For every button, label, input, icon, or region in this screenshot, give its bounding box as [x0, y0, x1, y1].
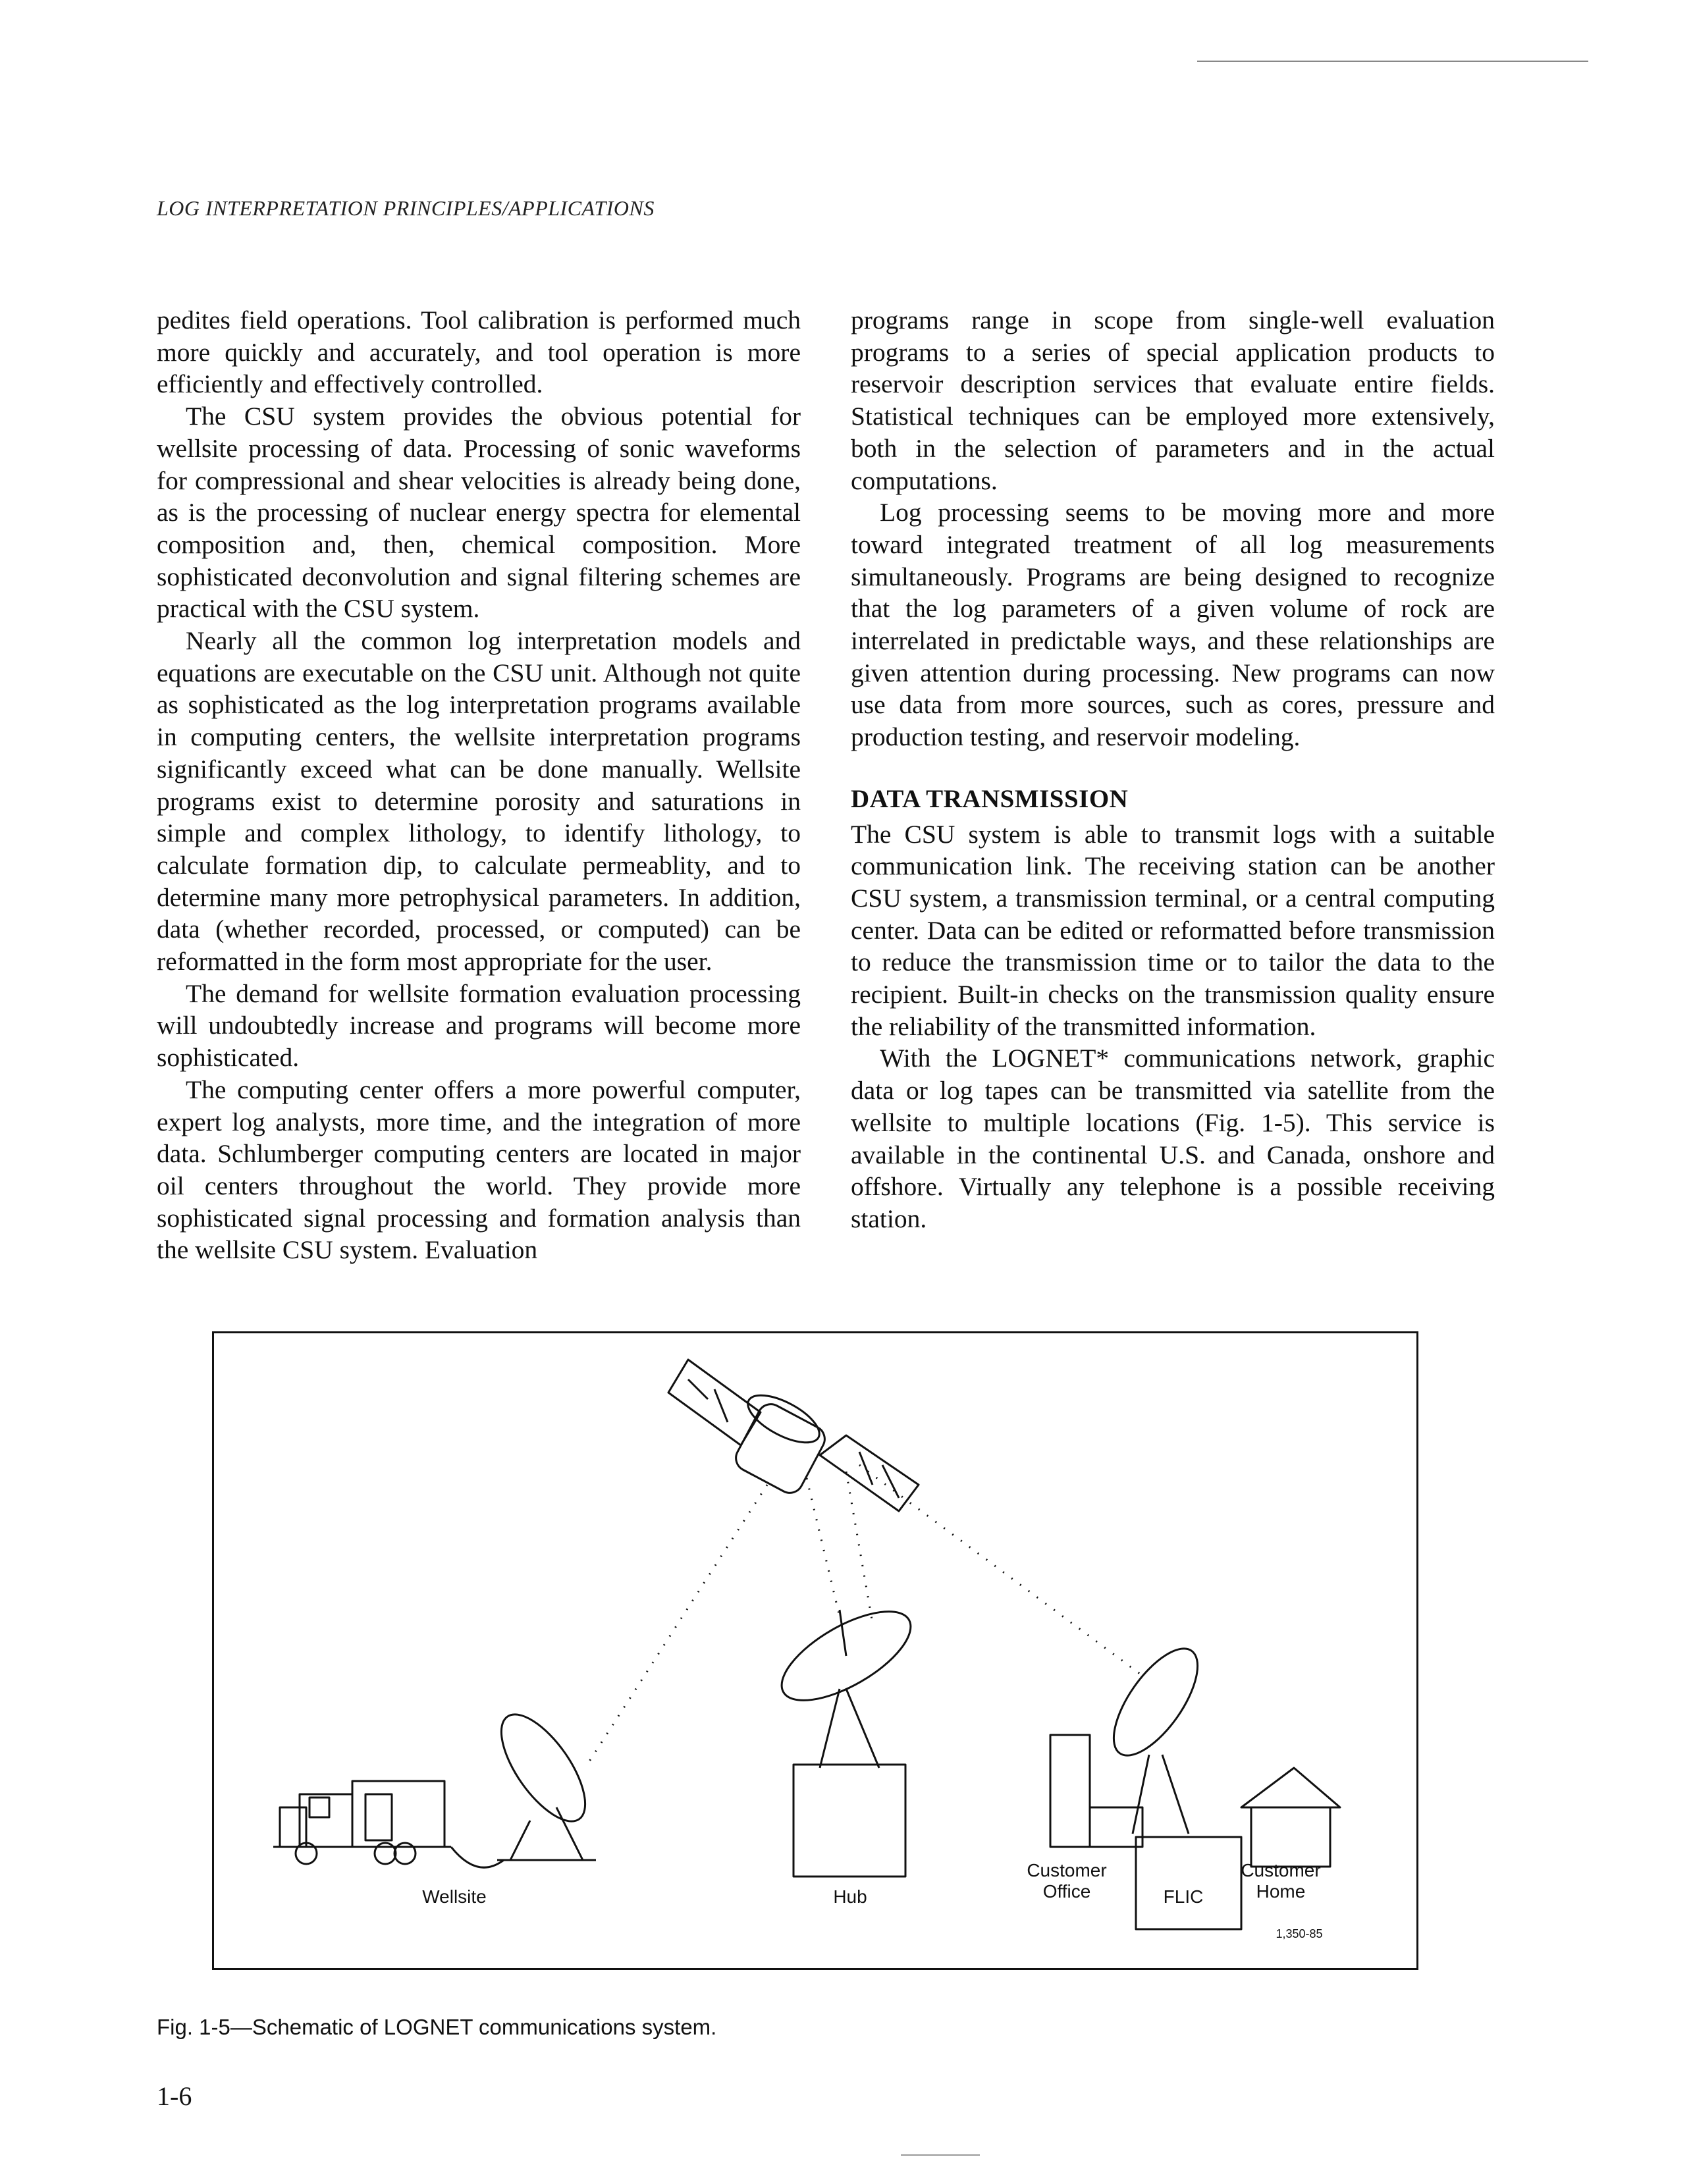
paragraph: pedites field operations. Tool calibration is performed much more quickly and accurately, and tool operation is more efficiently and effectively controlled.: [157, 306, 801, 399]
hub-dish-icon: [768, 1594, 924, 1877]
label-flic: FLIC: [1163, 1886, 1204, 1907]
page-number: 1-6: [157, 2081, 192, 2111]
lognet-figure: [212, 1331, 1418, 1970]
top-rule: [1197, 61, 1588, 62]
truck-icon: [273, 1781, 451, 1864]
section-heading: DATA TRANSMISSION: [851, 784, 1129, 813]
figure-caption: Fig. 1-5—Schematic of LOGNET communications system.: [157, 2015, 717, 2039]
paragraph: The demand for wellsite formation evaluation processing will undoubtedly increase and programs will become more sophisticated.: [157, 978, 801, 1073]
wellsite-dish-icon: [451, 1701, 601, 1867]
paragraph: Log processing seems to be moving more and more toward integrated treatment of all log measurements simultaneously. Programs are being designed to recognize that the log parameters of a given volume of rock are interrelated in predictable ways, and these relationships are given attention during processing. New programs can now use data from more sources, such as cores, pressure and production testing, and reservoir modeling.: [851, 498, 1495, 752]
transmission-links: [589, 1465, 1142, 1761]
label-customer-office: Customer Office: [1027, 1860, 1107, 1902]
label-wellsite: Wellsite: [422, 1886, 487, 1907]
satellite-icon: [668, 1360, 919, 1511]
left-column: [157, 304, 801, 1266]
running-header: LOG INTERPRETATION PRINCIPLES/APPLICATIONS: [157, 196, 655, 220]
label-customer-home: Customer Home: [1241, 1860, 1321, 1902]
label-hub: Hub: [833, 1886, 867, 1907]
paragraph: programs range in scope from single-well evaluation programs to a series of special application products to reservoir description services that evaluate entire fields. Statistical techniques can be employed more extensively, both in the selection of parameters and in the actual computations.: [851, 306, 1495, 495]
bottom-rule: [901, 2154, 980, 2156]
paragraph: With the LOGNET* communications network, graphic data or log tapes can be transmitted via satellite from the wellsite to multiple locations (Fig. 1-5). This service is available in the continental U.S. and Canada, onshore and offshore. Virtually any telephone is a possible receiving station.: [851, 1044, 1495, 1233]
figure-code: 1,350-85: [1276, 1927, 1323, 1940]
paragraph: The computing center offers a more powerful computer, expert log analysts, more time, and the integration of more data. Schlumberger computing centers are located in major oil centers throughout the world. They provide more sophisticated signal processing and formation analysis than the wellsite CSU system. Evaluation: [157, 1075, 801, 1265]
paragraph: Nearly all the common log interpretation models and equations are executable on the CSU unit. Although not quite as sophisticated as the log interpretation programs available in computing centers, the wellsite interpretation programs significantly exceed what can be done manually. Wellsite programs exist to determine porosity and saturations in simple and complex lithology, to identify lithology, to calculate formation dip, to calculate permeablity, and to determine many more petrophysical parameters. In addition, data (whether recorded, processed, or computed) can be reformatted in the form most appropriate for the user.: [157, 626, 801, 976]
home-icon: [1241, 1768, 1340, 1867]
paragraph: The CSU system is able to transmit logs with a suitable communication link. The receiving station can be another CSU system, a transmission terminal, or a central computing center. Data can be edited or reformatted before transmission to reduce the transmission time or to tailor the data to the recipient. Built-in checks on the transmission quality ensure the reliability of the transmitted information.: [851, 819, 1495, 1041]
paragraph: The CSU system provides the obvious potential for wellsite processing of data. Processing of sonic waveforms for compressional and shear velocities is already being done, as is the processing of nuclear energy spectra for elemental composition and, then, chemical composition. More sophisticated deconvolution and signal filtering schemes are practical with the CSU system.: [157, 402, 801, 624]
right-column: [851, 304, 1495, 1235]
